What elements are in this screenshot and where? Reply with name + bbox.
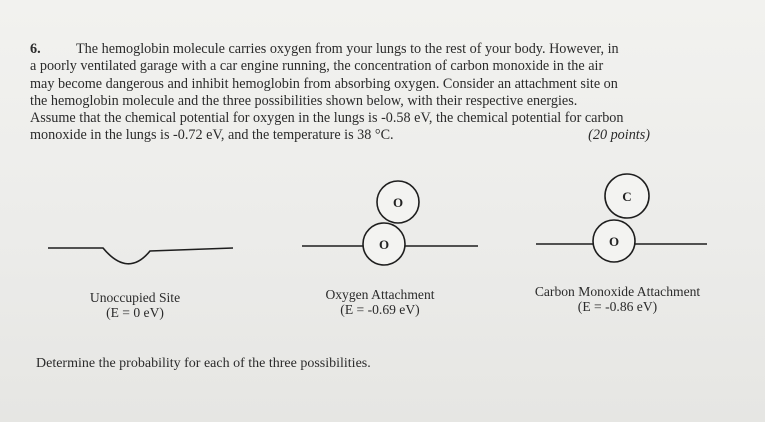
oxygen-attachment-label <box>300 287 460 317</box>
problem-line-6: monoxide in the lungs is -0.72 eV, and the temperature is 38 °C. (20 points) <box>30 127 650 144</box>
oxygen-atom-bottom: O <box>378 237 390 252</box>
problem-line-3: may become dangerous and inhibit hemoglobin from absorbing oxygen. Consider an attachment site on <box>30 75 618 92</box>
oxygen-energy: (E = -0.69 eV) <box>340 302 420 317</box>
unoccupied-site-label <box>70 290 200 320</box>
binding-site-diagrams <box>0 170 765 280</box>
unoccupied-energy: (E = 0 eV) <box>106 305 164 320</box>
co-name: Carbon Monoxide Attachment <box>534 284 701 299</box>
co-oxygen-atom: O <box>608 234 620 249</box>
unoccupied-site-diagram <box>48 248 233 264</box>
co-attachment-label <box>510 284 725 314</box>
question-text: Determine the probability for each of the three possibilities. <box>36 356 371 371</box>
problem-text <box>30 41 730 145</box>
carbon-atom: C <box>622 189 632 204</box>
oxygen-attachment-diagram <box>302 181 478 265</box>
points-value: (20 points) <box>588 127 650 144</box>
problem-line-5: Assume that the chemical potential for oxygen in the lungs is -0.58 eV, the chemical potential for carbon <box>30 110 624 127</box>
co-energy: (E = -0.86 eV) <box>577 299 658 314</box>
problem-line-2: a poorly ventilated garage with a car engine running, the concentration of carbon monoxide in the air <box>30 58 604 75</box>
problem-line-1: 6. The hemoglobin molecule carries oxygen from your lungs to the rest of your body. However, in <box>30 41 619 57</box>
oxygen-atom-top: O <box>392 195 404 210</box>
co-attachment-diagram <box>536 174 707 262</box>
problem-number: 6. <box>30 41 41 57</box>
oxygen-name: Oxygen Attachment <box>325 287 435 302</box>
unoccupied-name: Unoccupied Site <box>89 290 181 305</box>
problem-line-4: the hemoglobin molecule and the three possibilities shown below, with their respective energies. <box>30 92 578 109</box>
